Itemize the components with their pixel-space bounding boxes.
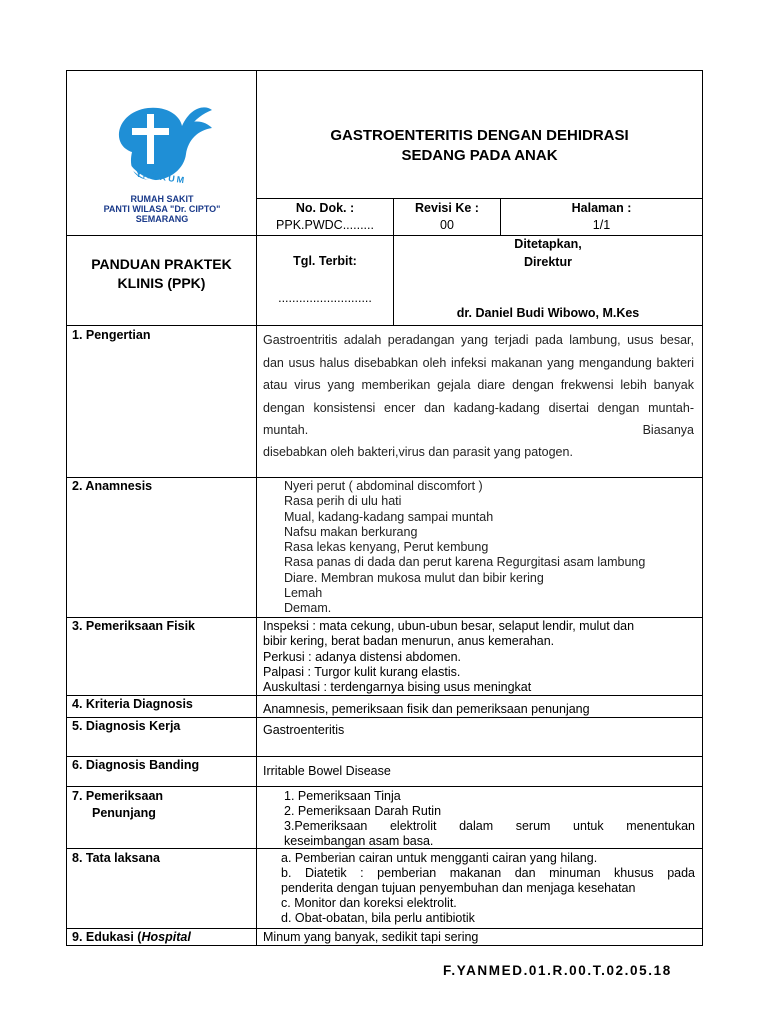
- hospital-logo: [70, 100, 254, 236]
- ppk-label-line1: PANDUAN PRAKTEK: [91, 256, 232, 272]
- logo-line2: PANTI WILASA "Dr. CIPTO": [103, 204, 221, 214]
- logo-line1: RUMAH SAKIT: [130, 194, 194, 204]
- pemeriksaan-fisik-text: [263, 619, 634, 695]
- list-item: Auskultasi : terdengarnya bising usus meningkat: [263, 680, 532, 695]
- list-item: Rasa panas di dada dan perut karena Regurgitasi asam lambung: [284, 555, 646, 570]
- form-code: F.YANMED.01.R.00.T.02.05.18: [443, 963, 672, 978]
- pemeriksaan-fisik-label: 3. Pemeriksaan Fisik: [72, 619, 195, 633]
- ppk-label: [67, 255, 256, 293]
- halaman-label: Halaman :: [571, 201, 632, 215]
- list-item: Rasa lekas kenyang, Perut kembung: [284, 540, 489, 555]
- tata-laksana-b-cont: penderita dengan tujuan penyembuhan dan menjaga kesehatan: [281, 881, 636, 895]
- logo-yakkum: YAKKUM: [135, 168, 187, 186]
- pemeriksaan-penunjang-label-2: Penunjang: [92, 806, 156, 820]
- kriteria-diagnosis-label: 4. Kriteria Diagnosis: [72, 697, 193, 711]
- list-item: Lemah: [284, 586, 323, 601]
- tgl-terbit-label: Tgl. Terbit:: [293, 254, 357, 268]
- ditetapkan-text: Ditetapkan,: [514, 237, 582, 251]
- diagnosis-banding-label: 6. Diagnosis Banding: [72, 758, 200, 772]
- penunjang-item-3-cont: keseimbangan asam basa.: [284, 834, 434, 848]
- no-dok-value: PPK.PWDC.........: [276, 218, 374, 232]
- pengertian-paragraph: Gastroentritis adalah peradangan yang terjadi pada lambung, usus besar, dan usus halus disebabkan oleh infeksi makanan yang mengandung bakteri atau virus yang memberikan gejala diare dengan frekwensi lebih banyak dengan konsistensi encer dan kadang-kadang disertai dengan muntah-muntah. Biasanya: [263, 333, 694, 438]
- pemeriksaan-penunjang-label-1: 7. Pemeriksaan: [72, 789, 164, 803]
- no-dok-label: No. Dok. :: [295, 201, 355, 215]
- tata-laksana-b-text: b. Diatetik : pemberian makanan dan minuman khusus pada: [281, 866, 695, 880]
- diagnosis-kerja-text: Gastroenteritis: [263, 723, 345, 737]
- anamnesis-label: 2. Anamnesis: [72, 479, 153, 493]
- list-item: Demam.: [284, 601, 332, 616]
- direktur-text: Direktur: [524, 255, 572, 269]
- halaman-value: 1/1: [592, 218, 611, 232]
- revisi-label: Revisi Ke :: [415, 201, 479, 215]
- revisi-value: 00: [440, 218, 454, 232]
- penunjang-item-3-text: 3.Pemeriksaan elektrolit dalam serum untuk menentukan: [284, 819, 695, 833]
- tata-laksana-c: c. Monitor dan koreksi elektrolit.: [281, 896, 457, 910]
- edukasi-label-text: 9. Edukasi (Hospital: [72, 930, 191, 944]
- list-item: Inspeksi : mata cekung, ubun-ubun besar, selaput lendir, mulut dan: [263, 619, 635, 633]
- diagnosis-banding-text: Irritable Bowel Disease: [263, 764, 391, 778]
- document-title: [257, 126, 702, 166]
- penunjang-item-2: 2. Pemeriksaan Darah Rutin: [284, 804, 442, 818]
- edukasi-label-italic: Hospital: [141, 930, 191, 944]
- penunjang-item-3: [284, 819, 695, 835]
- kriteria-diagnosis-text: Anamnesis, pemeriksaan fisik dan pemeriksaan penunjang: [263, 702, 590, 716]
- diagnosis-kerja-label: 5. Diagnosis Kerja: [72, 719, 181, 733]
- anamnesis-list: [284, 479, 645, 617]
- penunjang-item-1: 1. Pemeriksaan Tinja: [284, 789, 401, 803]
- list-item: Rasa perih di ulu hati: [284, 494, 402, 509]
- list-item: bibir kering, berat badan menurun, anus kemerahan.: [263, 634, 555, 649]
- edukasi-text: Minum yang banyak, sedikit tapi sering: [263, 930, 479, 944]
- list-item: Nafsu makan berkurang: [284, 524, 418, 539]
- title-line1: GASTROENTERITIS DENGAN DEHIDRASI: [330, 127, 629, 144]
- ppk-label-line2: KLINIS (PPK): [117, 275, 206, 291]
- list-item: Mual, kadang-kadang sampai muntah: [284, 509, 494, 524]
- pengertian-last-line: disebabkan oleh bakteri,virus dan parasit yang patogen.: [263, 445, 573, 459]
- edukasi-label: [72, 930, 191, 946]
- list-item: Perkusi : adanya distensi abdomen.: [263, 649, 462, 664]
- direktur-name: dr. Daniel Budi Wibowo, M.Kes: [456, 306, 640, 320]
- logo-line3: SEMARANG: [135, 214, 189, 224]
- tata-laksana-label: 8. Tata laksana: [72, 851, 161, 865]
- title-line2: SEDANG PADA ANAK: [401, 147, 558, 164]
- pengertian-label: 1. Pengertian: [72, 328, 151, 342]
- list-item: Nyeri perut ( abdominal discomfort ): [284, 479, 483, 493]
- list-item: Palpasi : Turgor kulit kurang elastis.: [263, 664, 461, 679]
- list-item: Diare. Membran mukosa mulut dan bibir kering: [284, 570, 544, 585]
- tgl-terbit-value: ...........................: [278, 291, 372, 305]
- tata-laksana-d: d. Obat-obatan, bila perlu antibiotik: [281, 911, 475, 925]
- tata-laksana-b: [281, 866, 695, 882]
- tata-laksana-a: a. Pemberian cairan untuk mengganti cairan yang hilang.: [281, 851, 598, 865]
